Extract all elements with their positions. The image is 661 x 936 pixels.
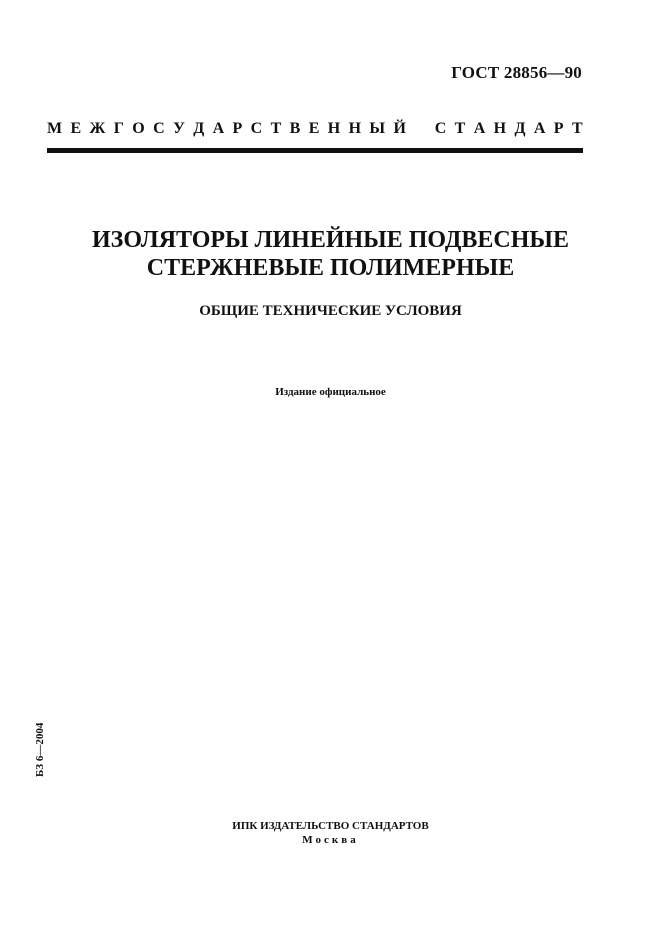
heading-letter: С [250,120,263,137]
heading-letter: О [132,120,145,137]
heading-letter: Ж [89,120,106,137]
interstate-standard-heading [47,120,583,138]
publisher-block [0,819,661,847]
heading-letter: Ы [369,120,386,137]
publisher-city: Москва [302,834,359,846]
side-code: БЗ 6—2004 [34,722,46,777]
heading-letter: Т [571,120,583,137]
heading-word-gap [414,120,426,138]
heading-letter: Е [308,120,320,137]
edition-note: Издание официальное [275,386,386,398]
heading-letter: Д [193,120,205,137]
heading-letter: Р [232,120,243,137]
title-line-1: ИЗОЛЯТОРЫ ЛИНЕЙНЫЕ ПОДВЕСНЫЕ [92,227,569,253]
heading-letter: Н [327,120,341,137]
heading-letter: А [212,120,225,137]
document-subtitle: ОБЩИЕ ТЕХНИЧЕСКИЕ УСЛОВИЯ [199,303,462,319]
gost-code: ГОСТ 28856—90 [451,63,582,82]
heading-letter: Г [113,120,124,137]
heading-letter: С [153,120,165,137]
heading-letter: Н [493,120,507,137]
document-title [0,226,661,282]
heading-letter: С [434,120,447,137]
heading-letter: Е [70,120,82,137]
heading-letter: Н [348,120,362,137]
heading-letter: Д [514,120,526,137]
heading-letter: Т [454,120,466,137]
publisher-name: ИПК ИЗДАТЕЛЬСТВО СТАНДАРТОВ [232,820,429,832]
heading-letter: Т [270,120,282,137]
heading-letter: Й [393,120,406,137]
title-line-2: СТЕРЖНЕВЫЕ ПОЛИМЕРНЫЕ [146,255,515,281]
heading-letter: А [533,120,546,137]
heading-letter: В [289,120,301,137]
heading-divider [47,148,583,153]
heading-letter: У [173,120,185,137]
heading-letter: М [47,120,63,137]
heading-letter: Р [553,120,564,137]
heading-letter: А [473,120,486,137]
